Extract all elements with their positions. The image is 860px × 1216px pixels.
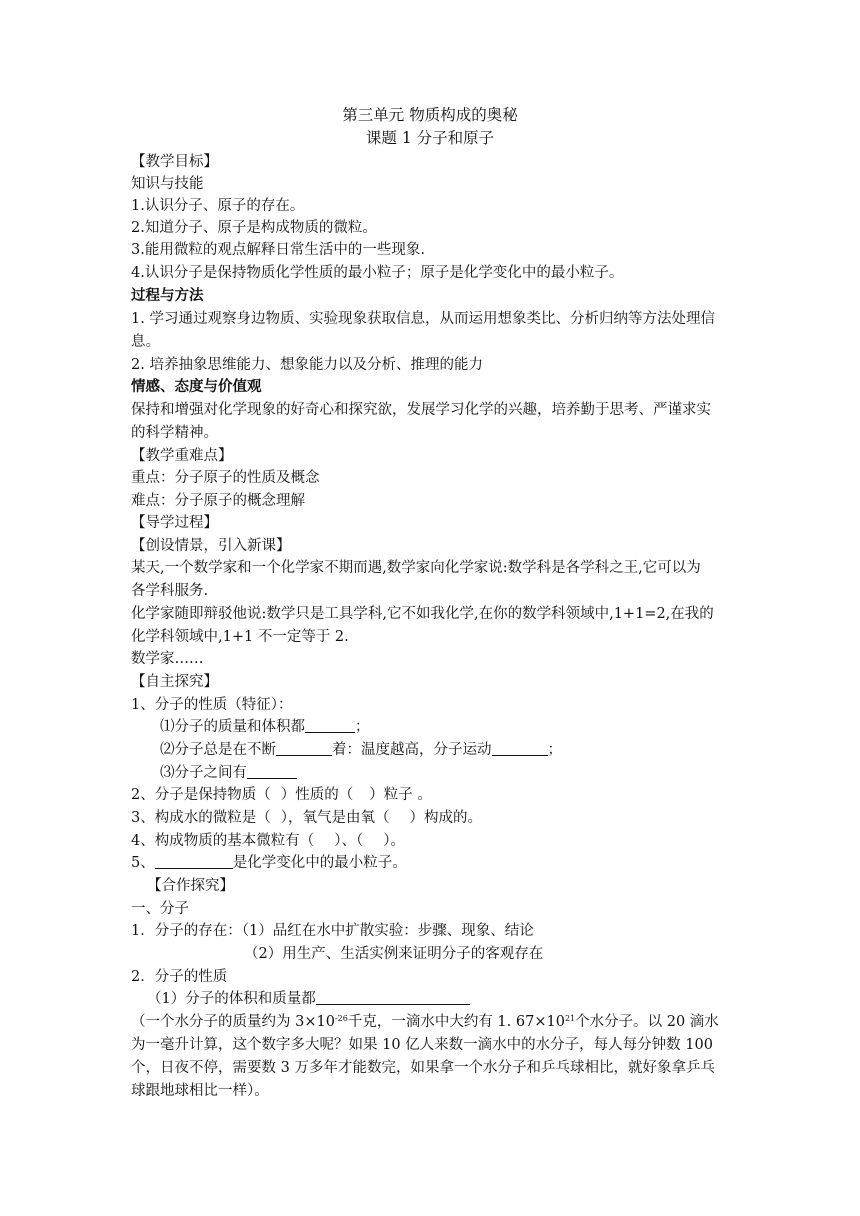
goal-item-1: 1.认识分子、原子的存在。 [131, 198, 305, 214]
heading-scenario: 【创设情景，引入新课】 [131, 538, 291, 554]
question-1-1-text: ⑴分子的质量和体积都 [160, 719, 305, 735]
answer-blank[interactable] [247, 764, 297, 779]
heading-self-study: 【自主探究】 [131, 674, 218, 690]
heading-guide-process: 【导学过程】 [131, 515, 218, 531]
heading-cooperative-study: 【合作探究】 [147, 878, 234, 894]
fact-line-4: 球跟地球相比一样）。 [131, 1083, 269, 1099]
goal-item-2: 2.知道分子、原子是构成物质的微粒。 [131, 220, 377, 236]
subheading-process-methods: 过程与方法 [131, 287, 204, 304]
answer-blank[interactable] [492, 741, 548, 756]
fact-line-2: 为一毫升计算，这个数字多大呢？如果 10 亿人来数一滴水中的水分子，每人每分钟数 100 [131, 1037, 713, 1053]
question-1-2: ⑵分子总是在不断 着：温度越高，分子运动 ； [160, 742, 562, 758]
subheading-emotion-values: 情感、态度与价值观 [131, 378, 262, 395]
goal-item-4: 4.认识分子是保持物质化学性质的最小粒子；原子是化学变化中的最小粒子。 [131, 265, 624, 281]
difficult-point: 难点：分子原子的概念理解 [131, 493, 305, 509]
story-line-2: 各学科服务. [131, 583, 209, 599]
question-2: 2、分子是保持物质（ ）性质的（ ）粒子 。 [131, 787, 432, 803]
question-1-3: ⑶分子之间有 [160, 762, 770, 784]
question-1-1: ⑴分子的质量和体积都 ； [160, 719, 370, 735]
process-item-2: 2. 培养抽象思维能力、想象能力以及分析、推理的能力 [131, 357, 483, 373]
goal-item-3: 3.能用微粒的观点解释日常生活中的一些现象. [131, 242, 425, 258]
lesson-title: 课题 1 分子和原子 [365, 129, 495, 147]
section-molecule: 一、分子 [131, 901, 189, 917]
subheading-knowledge-skills: 知识与技能 [131, 176, 204, 192]
heading-teaching-goals: 【教学目标】 [131, 154, 218, 170]
question-5: 5、 是化学变化中的最小粒子。 [131, 855, 407, 871]
fact-line-1: （一个水分子的质量约为 $3\times 10^{-26}$千克，一滴水中大约有 1. $67\times 10^{21}$个水分子。以 20 滴水 [131, 1014, 719, 1030]
molecule-existence-2: （2）用生产、生活实例来证明分子的客观存在 [244, 946, 544, 962]
answer-blank[interactable] [155, 854, 233, 869]
story-line-4: 化学科领域中,1+1 不一定等于 2. [131, 629, 349, 645]
question-1: 1、分子的性质（特征）： [131, 697, 293, 713]
story-line-5: 数学家…… [131, 651, 204, 667]
molecule-existence: 1．分子的存在：（1）品红在水中扩散实验：步骤、现象、结论 [131, 923, 534, 939]
question-4: 4、构成物质的基本微粒有（ ）、（ ）。 [131, 833, 405, 849]
process-item-1-line1: 1. 学习通过观察身边物质、实验现象获取信息，从而运用想象类比、分析归纳等方法处理信 [131, 311, 715, 327]
unit-title: 第三单元 物质构成的奥秘 [342, 106, 518, 124]
molecule-property-1: （1）分子的体积和质量都 [147, 988, 757, 1010]
story-line-3: 化学家随即辩驳他说:数学只是工具学科,它不如我化学,在你的数学科领域中,1+1=2,在我的 [131, 606, 714, 622]
answer-blank[interactable] [316, 990, 470, 1005]
story-line-1: 某天,一个数学家和一个化学家不期而遇,数学家向化学家说:数学科是各学科之王,它可以为 [131, 560, 701, 576]
fact-line-3: 个，日夜不停，需要数 3 万多年才能数完，如果拿一个水分子和乒乓球相比，就好象拿乒乓 [131, 1060, 715, 1076]
molecule-properties: 2．分子的性质 [131, 969, 228, 985]
answer-blank[interactable] [276, 741, 332, 756]
emotion-text-line2: 的科学精神。 [131, 425, 218, 441]
heading-key-difficult: 【教学重难点】 [131, 448, 233, 464]
key-point: 重点：分子原子的性质及概念 [131, 470, 320, 486]
emotion-text-line1: 保持和增强对化学现象的好奇心和探究欲，发展学习化学的兴趣，培养勤于思考、严谨求实 [131, 402, 711, 418]
question-3: 3、构成水的微粒是（ ），氧气是由氧（ ）构成的。 [131, 810, 482, 826]
answer-blank[interactable] [305, 718, 355, 733]
process-item-1-line2: 息。 [131, 334, 160, 350]
